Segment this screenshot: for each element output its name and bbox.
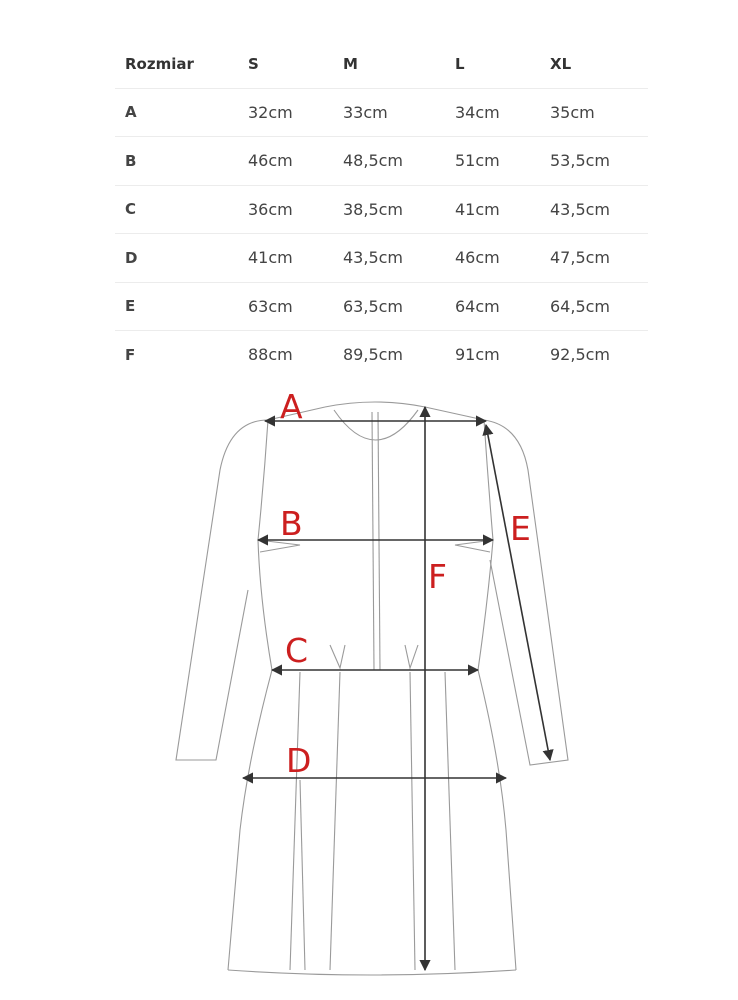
table-cell: 64,5cm xyxy=(540,282,648,331)
neckline-inner xyxy=(334,410,418,440)
row-label: D xyxy=(115,234,238,283)
label-f: F xyxy=(428,557,447,596)
table-cell: 91cm xyxy=(455,345,500,365)
header-cell: Rozmiar xyxy=(115,40,238,88)
right-sleeve xyxy=(484,420,568,765)
table-cell: 63cm xyxy=(238,282,333,331)
center-seam xyxy=(372,412,374,670)
table-cell: 47,5cm xyxy=(540,234,648,283)
table-cell: 38,5cm xyxy=(333,185,445,234)
row-label: C xyxy=(115,185,238,234)
header-cell: L xyxy=(445,40,540,88)
pleat xyxy=(330,672,340,970)
pleat xyxy=(290,672,300,970)
pleat xyxy=(300,780,305,970)
table-cell: 41cm xyxy=(238,234,333,283)
table-cell: 35cm xyxy=(540,88,648,137)
waist-dart-left xyxy=(330,645,345,668)
measurement-lines xyxy=(243,407,550,970)
table-cell: 51cm xyxy=(445,137,540,186)
table-cell: 41cm xyxy=(445,185,540,234)
table-cell: 46cm xyxy=(445,234,540,283)
measure-line-e xyxy=(486,425,550,760)
label-a: A xyxy=(280,387,303,426)
table-cell: 43,5cm xyxy=(540,185,648,234)
pleat xyxy=(445,672,455,970)
header-cell: M xyxy=(333,40,445,88)
table-cell: 33cm xyxy=(333,88,445,137)
skirt-left xyxy=(228,670,272,970)
table-cell: 89,5cm xyxy=(343,345,404,365)
table-cell: 53,5cm xyxy=(540,137,648,186)
right-shoulder xyxy=(425,407,484,420)
skirt-right xyxy=(478,670,516,970)
hem xyxy=(228,970,516,975)
table-cell: 36cm xyxy=(238,185,333,234)
waist-dart-right xyxy=(405,645,418,668)
table-cell: 92,5cm xyxy=(550,345,611,365)
row-label: A xyxy=(115,88,238,137)
label-b: B xyxy=(280,504,303,543)
bodice-right xyxy=(478,540,493,670)
neckline xyxy=(325,402,425,407)
label-d: D xyxy=(286,741,312,780)
table-cell: 88cm xyxy=(248,345,293,365)
table-cell: 32cm xyxy=(238,88,333,137)
header-cell: S xyxy=(238,40,333,88)
row-label: F xyxy=(125,345,136,364)
left-sleeve-inner xyxy=(258,420,268,540)
bodice-left xyxy=(258,540,272,670)
center-seam-2 xyxy=(378,412,380,670)
table-cell: 43,5cm xyxy=(333,234,445,283)
dress-outline xyxy=(176,402,568,975)
table-cell: 64cm xyxy=(445,282,540,331)
row-label: B xyxy=(115,137,238,186)
label-e: E xyxy=(510,509,531,548)
bust-dart-right xyxy=(455,540,493,552)
table-cell: 46cm xyxy=(238,137,333,186)
table-cell: 48,5cm xyxy=(333,137,445,186)
header-cell: XL xyxy=(540,40,648,88)
row-label: E xyxy=(115,282,238,331)
table-cell: 34cm xyxy=(445,88,540,137)
left-sleeve xyxy=(176,420,268,760)
table-cell: 63,5cm xyxy=(333,282,445,331)
label-c: C xyxy=(285,631,309,670)
pleat xyxy=(410,672,415,970)
